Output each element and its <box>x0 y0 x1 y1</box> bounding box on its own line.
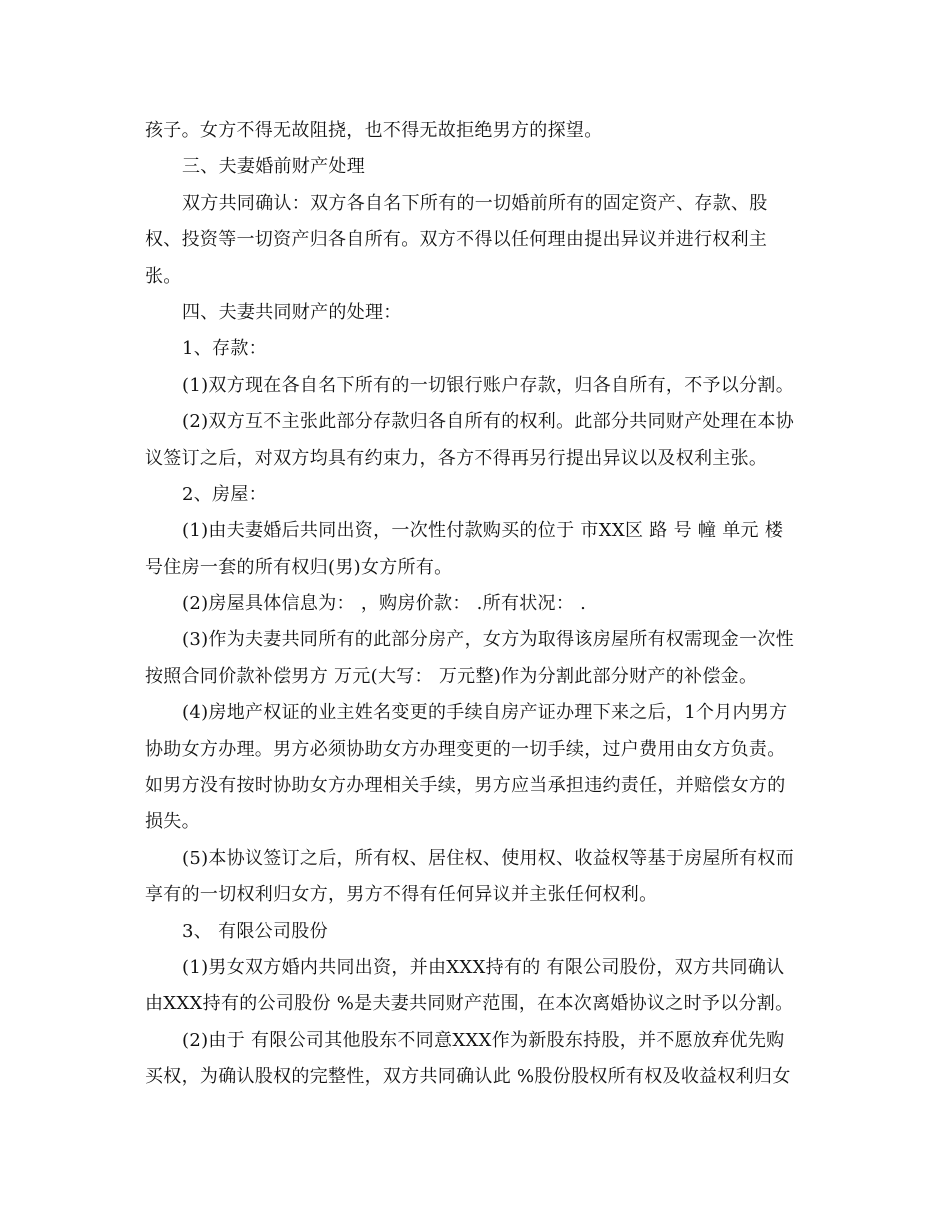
text-line: (1)由夫妻婚后共同出资，一次性付款购买的位于 市XX区 路 号 幢 单元 楼 <box>182 520 784 542</box>
text-line: (3)作为夫妻共同所有的此部分房产，女方为取得该房屋所有权需现金一次性 <box>182 629 794 651</box>
text-line: (1)双方现在各自名下所有的一切银行账户存款，归各自所有，不予以分割。 <box>182 374 794 396</box>
text-line: 享有的一切权利归女方，男方不得有任何异议并主张任何权利。 <box>145 884 658 906</box>
text-line: 孩子。女方不得无故阻挠，也不得无故拒绝男方的探望。 <box>145 120 603 141</box>
text-line: 如男方没有按时协助女方办理相关手续，男方应当承担违约责任，并赔偿女方的 <box>145 775 786 797</box>
text-line: 3、 有限公司股份 <box>182 920 328 942</box>
text-line: 四、夫妻共同财产的处理： <box>182 301 402 323</box>
text-line: (2)双方互不主张此部分存款归各自所有的权利。此部分共同财产处理在本协 <box>182 411 794 433</box>
text-line: 2、房屋： <box>182 483 267 505</box>
text-line: 损失。 <box>145 811 200 833</box>
document-body <box>145 113 810 1096</box>
text-line: 1、存款： <box>182 338 267 360</box>
text-line: 张。 <box>145 265 182 287</box>
text-line: 议签订之后，对双方均具有约束力，各方不得再另行提出异议以及权利主张。 <box>145 447 768 469</box>
text-line: (4)房地产权证的业主姓名变更的手续自房产证办理下来之后，1个月内男方 <box>182 702 788 724</box>
text-line: 三、夫妻婚前财产处理 <box>182 156 365 178</box>
text-line: (2)由于 有限公司其他股东不同意XXX作为新股东持股，并不愿放弃优先购 <box>182 1029 785 1051</box>
text-line: (1)男女双方婚内共同出资，并由XXX持有的 有限公司股份，双方共同确认 <box>182 956 785 978</box>
text-line: 协助女方办理。男方必须协助女方办理变更的一切手续，过户费用由女方负责。 <box>145 738 786 760</box>
text-line: 由XXX持有的公司股份 %是夫妻共同财产范围，在本次离婚协议之时予以分割。 <box>145 993 794 1015</box>
text-line: 权、投资等一切资产归各自所有。双方不得以任何理由提出异议并进行权利主 <box>145 229 768 251</box>
text-line: 买权，为确认股权的完整性，双方共同确认此 %股份股权所有权及收益权利归女 <box>145 1066 791 1088</box>
text-line: 双方共同确认：双方各自名下所有的一切婚前所有的固定资产、存款、股 <box>182 192 768 214</box>
text-line: (5)本协议签订之后，所有权、居住权、使用权、收益权等基于房屋所有权而 <box>182 847 794 869</box>
text-line: (2)房屋具体信息为： ，购房价款： .所有状况： . <box>182 593 587 615</box>
text-line: 号住房一套的所有权归(男)女方所有。 <box>145 556 453 578</box>
text-line: 按照合同价款补偿男方 万元(大写： 万元整)作为分割此部分财产的补偿金。 <box>145 665 758 687</box>
